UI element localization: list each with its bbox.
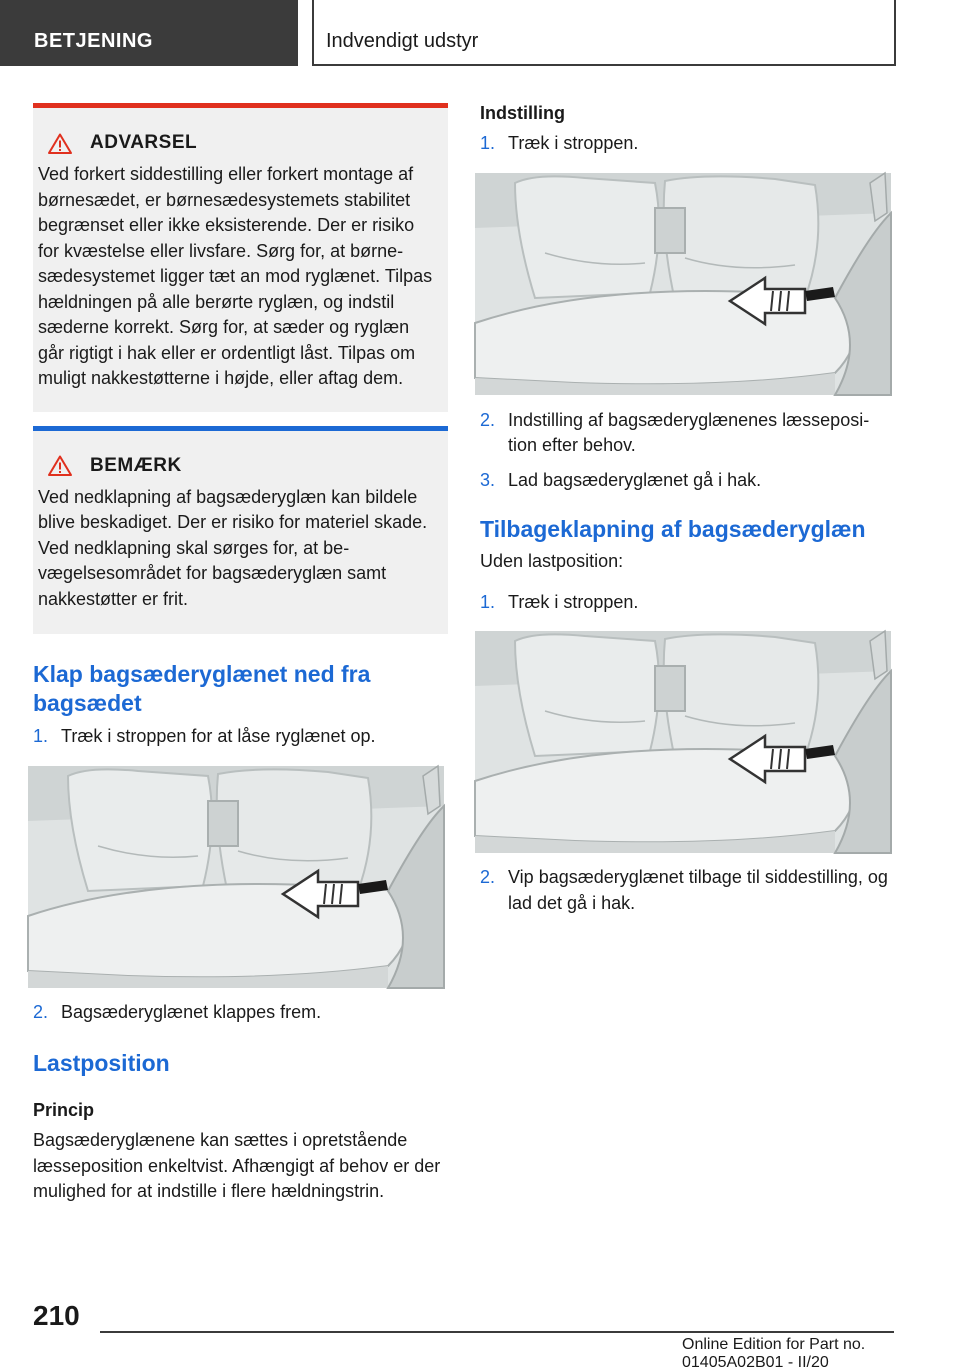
fold-back-step-2: 2. Vip bagsæderyglænet tilbage til siddestilling, og lad det gå i hak. — [480, 867, 888, 913]
footer-divider — [100, 1331, 894, 1333]
setting-step-1: 1. Træk i stroppen. — [480, 133, 639, 153]
fold-back-step-1: 1. Træk i stroppen. — [480, 591, 639, 612]
setting-step-3: 3. Lad bagsæderyglænet gå i hak. — [480, 469, 762, 490]
seat-illustration-setting — [475, 173, 891, 395]
note-box — [33, 426, 448, 635]
setting-heading: Indstilling — [480, 103, 565, 123]
warning-title: ADVARSEL — [38, 132, 436, 154]
warning-box — [33, 103, 448, 412]
page-header — [0, 0, 960, 66]
seat-illustration-fold-back — [475, 631, 891, 853]
fold-down-heading: Klap bagsæderyglænet ned fra bagsædet — [33, 661, 371, 716]
principle-heading: Princip — [33, 1100, 95, 1120]
left-column — [33, 103, 448, 1205]
fold-down-step-1: 1. Træk i stroppen for at låse ryglænet op. — [33, 726, 376, 746]
warning-body: Ved forkert siddestilling eller forkert montage af børnesædet, er børnesædesystemets stabilitet begrænset eller ikke eksisterende. Der er risiko for kvæstelse eller livsfare. Sørg for, at børnesædesystemet ligger tæt an mod ryglænet. Tilpas hældningen på alle berørte ryglæn, og indstil sæderne korrekt. Sørg for, at sæder og ryglæn går rigtigt i hak eller er ordentligt låst. Tilpas om muligt nakkestøtterne i højde, eller aftag dem. — [38, 164, 433, 388]
fold-back-intro: Uden lastposition: — [480, 551, 624, 571]
note-body: Ved nedklapning af bagsæderyglæn kan bildele blive beskadiget. Der er risiko for materiel skade. Ved nedklapning skal sørges for, at bevægelsesområdet for bagsæderyglæn samt nakkestøtter er frit. — [38, 486, 428, 609]
fold-down-step-2: 2. Bagsæderyglænet klappes frem. — [33, 1001, 322, 1022]
note-title: BEMÆRK — [38, 455, 436, 477]
cargo-heading: Lastposition — [33, 1050, 170, 1076]
page-number: 210 — [33, 1300, 80, 1331]
right-column — [480, 103, 892, 916]
section-label: BETJENING — [34, 30, 153, 52]
fold-back-heading: Tilbageklapning af bagsæderyglæn — [480, 516, 866, 542]
section-tab — [0, 0, 298, 66]
chapter-label: Indvendigt udstyr — [326, 30, 479, 52]
warning-triangle-icon — [48, 133, 72, 154]
principle-text: Bagsæderyglænene kan sættes i opretstående læsseposition enkeltvist. Afhængigt af behov er der mulighed for at indstille i flere hældningstrin. — [33, 1130, 441, 1201]
setting-step-2: 2. Indstilling af bagsæderyglænenes læsseposition efter behov. — [480, 409, 870, 455]
seat-illustration-fold-down — [28, 766, 444, 988]
caution-triangle-icon — [48, 455, 72, 476]
edition-text: Online Edition for Part no. 01405A02B01 - II/20 — [682, 1336, 866, 1371]
chapter-tab — [312, 0, 896, 66]
